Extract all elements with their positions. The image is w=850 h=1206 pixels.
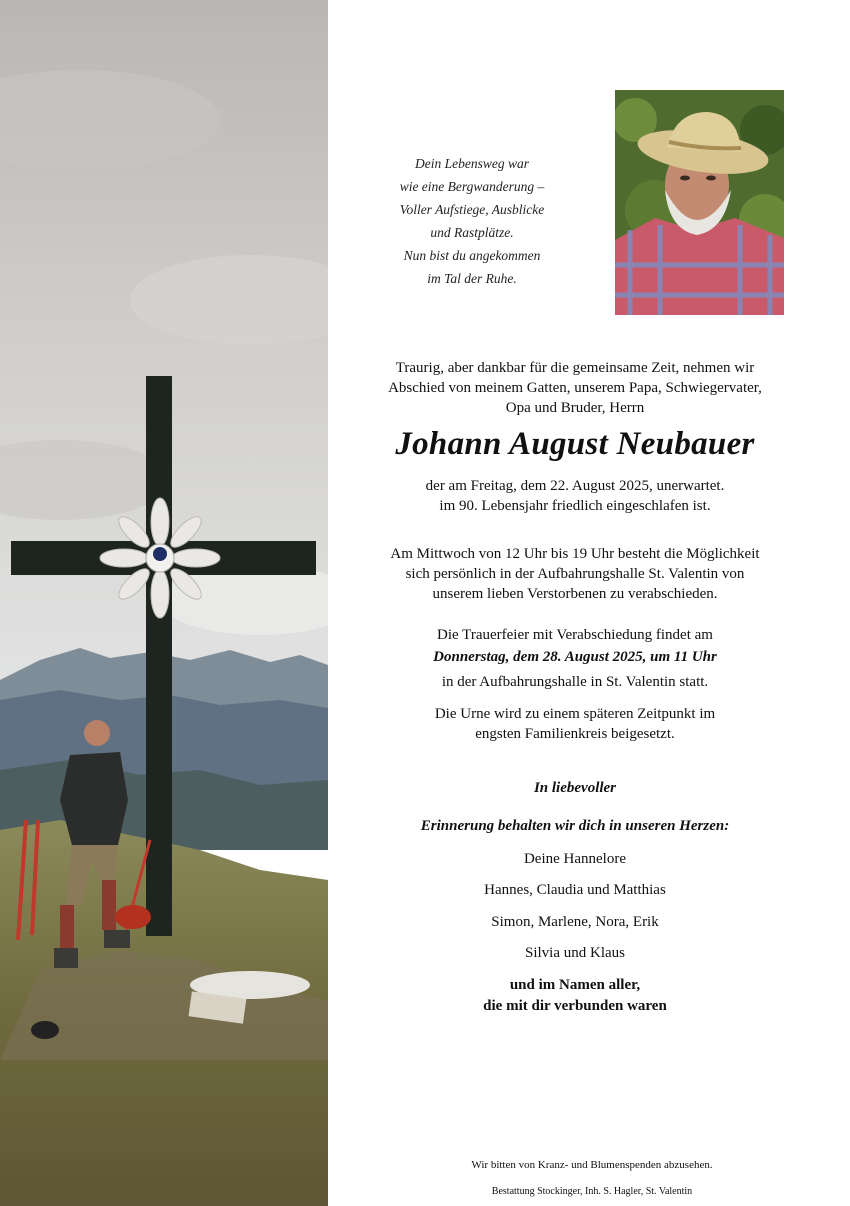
viewing-line: Am Mittwoch von 12 Uhr bis 19 Uhr besteht die Möglichkeit [390,546,760,562]
death-notice [345,476,805,516]
urn-line: engsten Familienkreis beigesetzt. [475,726,675,742]
poem-line: im Tal der Ruhe. [427,271,517,286]
intro-line: Traurig, aber dankbar für die gemeinsame Zeit, nehmen wir [395,360,755,376]
undertaker-info: Bestattung Stockinger, Inh. S. Hagler, St. Valentin [491,1186,693,1197]
death-notice-line: im 90. Lebensjahr friedlich eingeschlafen ist. [439,498,711,514]
deceased-name: Johann August Neubauer [395,426,755,462]
death-notice-line: der am Freitag, dem 22. August 2025, unerwartet. [425,478,725,494]
mourner: Silvia und Klaus [525,945,625,961]
urn-line: Die Urne wird zu einem späteren Zeitpunkt im [434,706,716,722]
poem-line: Dein Lebensweg war [415,156,529,171]
intro-line: Abschied von meinem Gatten, unserem Papa, Schwiegervater, [388,380,762,396]
poem-line: Voller Aufstiege, Ausblicke [399,202,545,217]
mourner: Deine Hannelore [523,851,627,867]
poem [352,152,592,290]
viewing-info [345,544,805,604]
ceremony-line: Die Trauerfeier mit Verabschiedung findet am [437,627,713,643]
memory-line-1: In liebevoller [533,780,617,796]
viewing-line: sich persönlich in der Aufbahrungshalle St. Valentin von [405,566,745,582]
ceremony-location: in der Aufbahrungshalle in St. Valentin statt. [441,674,709,690]
viewing-line: unserem lieben Verstorbenen zu verabschieden. [432,586,718,602]
intro-line: Opa und Bruder, Herrn [505,400,645,416]
poem-line: und Rastplätze. [430,225,514,240]
closing-line: die mit dir verbunden waren [483,998,667,1014]
intro-text [345,358,805,418]
portrait-photo [615,90,784,315]
urn-info [345,704,805,744]
ceremony-date: Donnerstag, dem 28. August 2025, um 11 Uhr [433,649,717,665]
donation-request: Wir bitten von Kranz- und Blumenspenden abzusehen. [471,1159,713,1171]
poem-line: wie eine Bergwanderung – [399,179,545,194]
mourner: Hannes, Claudia und Matthias [484,882,666,898]
poem-line: Nun bist du angekommen [403,248,541,263]
mourner: Simon, Marlene, Nora, Erik [491,914,659,930]
summit-photo [0,0,328,1206]
closing-line: und im Namen aller, [509,977,641,993]
memory-line-2: Erinnerung behalten wir dich in unseren Herzen: [420,818,730,834]
